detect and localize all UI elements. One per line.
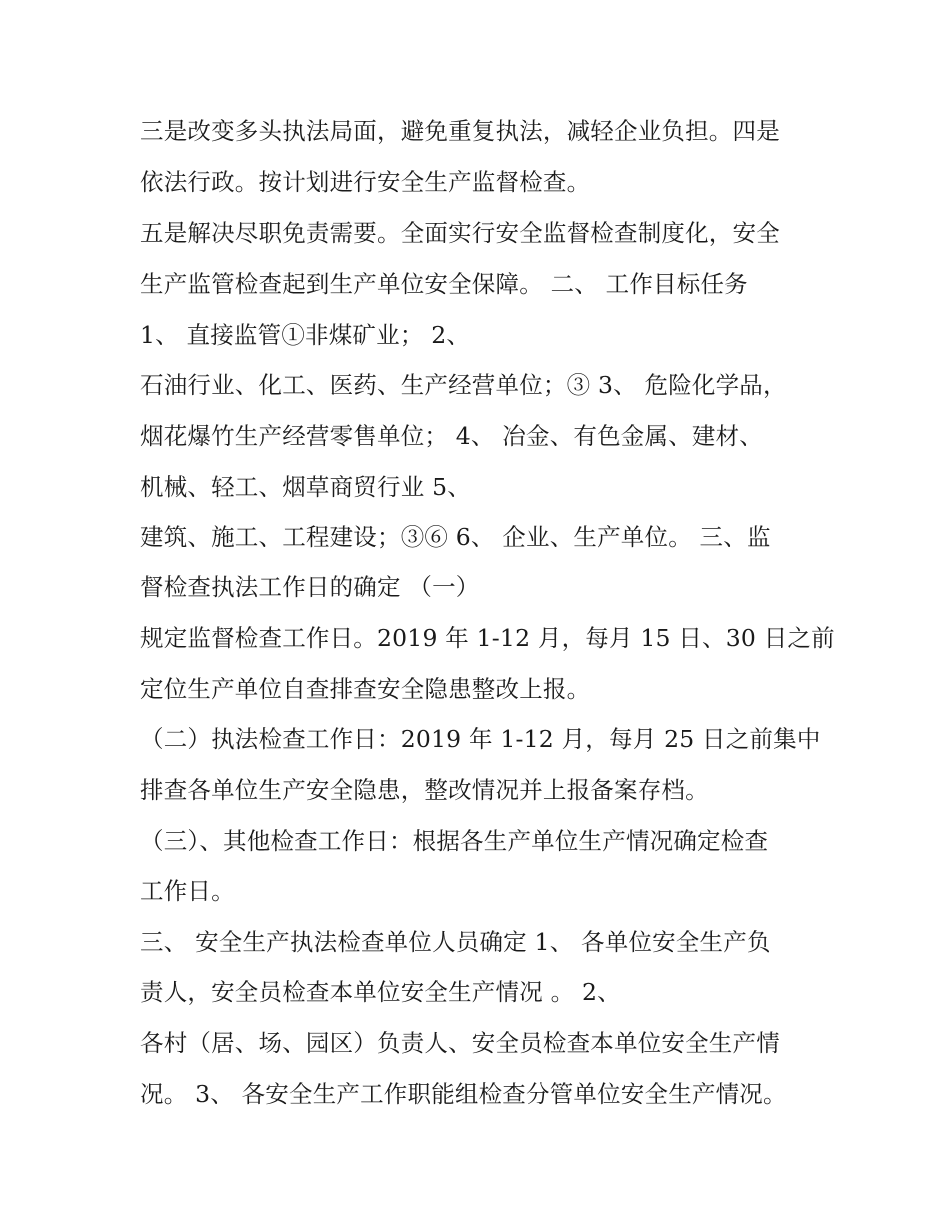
text-line: 生产监管检查起到生产单位安全保障。 二、 工作目标任务 [140,270,748,298]
text-line: 排查各单位生产安全隐患，整改情况并上报备案存档。 [140,776,709,804]
text-line: 五是解决尽职免责需要。全面实行安全监督检查制度化，安全 [140,219,780,247]
text-line: 规定监督检查工作日。2019 年 1-12 月，每月 15 日、30 日之前 [140,624,835,652]
text-line: （二）执法检查工作日：2019 年 1-12 月，每月 25 日之前集中 [140,725,821,753]
text-line: 石油行业、化工、医药、生产经营单位；③ 3、 危险化学品， [140,371,787,399]
text-line: 三是改变多头执法局面，避免重复执法，减轻企业负担。四是 [140,117,780,145]
text-line: 1、 直接监管①非煤矿业； 2、 [140,321,471,349]
text-line: 烟花爆竹生产经营零售单位； 4、 冶金、有色金属、建材、 [140,422,763,450]
text-line: 建筑、施工、工程建设；③⑥ 6、 企业、生产单位。 三、监 [140,523,771,551]
text-line: 责人，安全员检查本单位安全生产情况 。 2、 [140,978,621,1006]
text-line: 定位生产单位自查排查安全隐患整改上报。 [140,675,591,703]
text-line: 三、 安全生产执法检查单位人员确定 1、 各单位安全生产负 [140,928,771,956]
text-line: 工作日。 [140,877,235,905]
text-line: （三）、其他检查工作日：根据各生产单位生产情况确定检查 [140,827,769,855]
text-line: 督检查执法工作日的确定 （一） [140,573,480,601]
text-line: 况。 3、 各安全生产工作职能组检查分管单位安全生产情况。 [140,1080,787,1108]
text-line: 各村（居、场、园区）负责人、安全员检查本单位安全生产情 [140,1029,780,1057]
text-line: 机械、轻工、烟草商贸行业 5、 [140,473,471,501]
text-line: 依法行政。按计划进行安全生产监督检查。 [140,168,591,196]
